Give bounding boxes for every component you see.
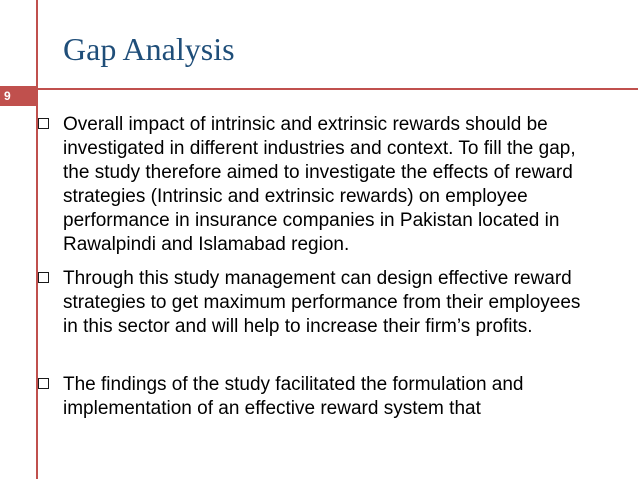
square-bullet-icon xyxy=(38,272,49,283)
slide-title: Gap Analysis xyxy=(63,31,235,67)
bullet-item xyxy=(38,113,598,257)
slide-number-badge: 9 xyxy=(0,86,36,106)
title-underline xyxy=(36,88,638,90)
bullet-list xyxy=(38,113,598,421)
square-bullet-icon xyxy=(38,378,49,389)
bullet-text: Through this study management can design effective reward strategies to get maximum performance from their employees in this sector and will help to increase their firm’s profits. xyxy=(63,268,581,337)
square-bullet-icon xyxy=(38,118,49,129)
bullet-item xyxy=(38,267,598,339)
bullet-text: Overall impact of intrinsic and extrinsic rewards should be investigated in different industries and context. To fill the gap, the study therefore aimed to investigate the effects of reward strategies (Intrinsic and extrinsic rewards) on employee performance in insurance companies in Pakistan located in Rawalpindi and Islamabad region. xyxy=(63,114,576,255)
bullet-item xyxy=(38,373,598,421)
bullet-text: The findings of the study facilitated the formulation and implementation of an effective reward system that xyxy=(63,374,524,419)
